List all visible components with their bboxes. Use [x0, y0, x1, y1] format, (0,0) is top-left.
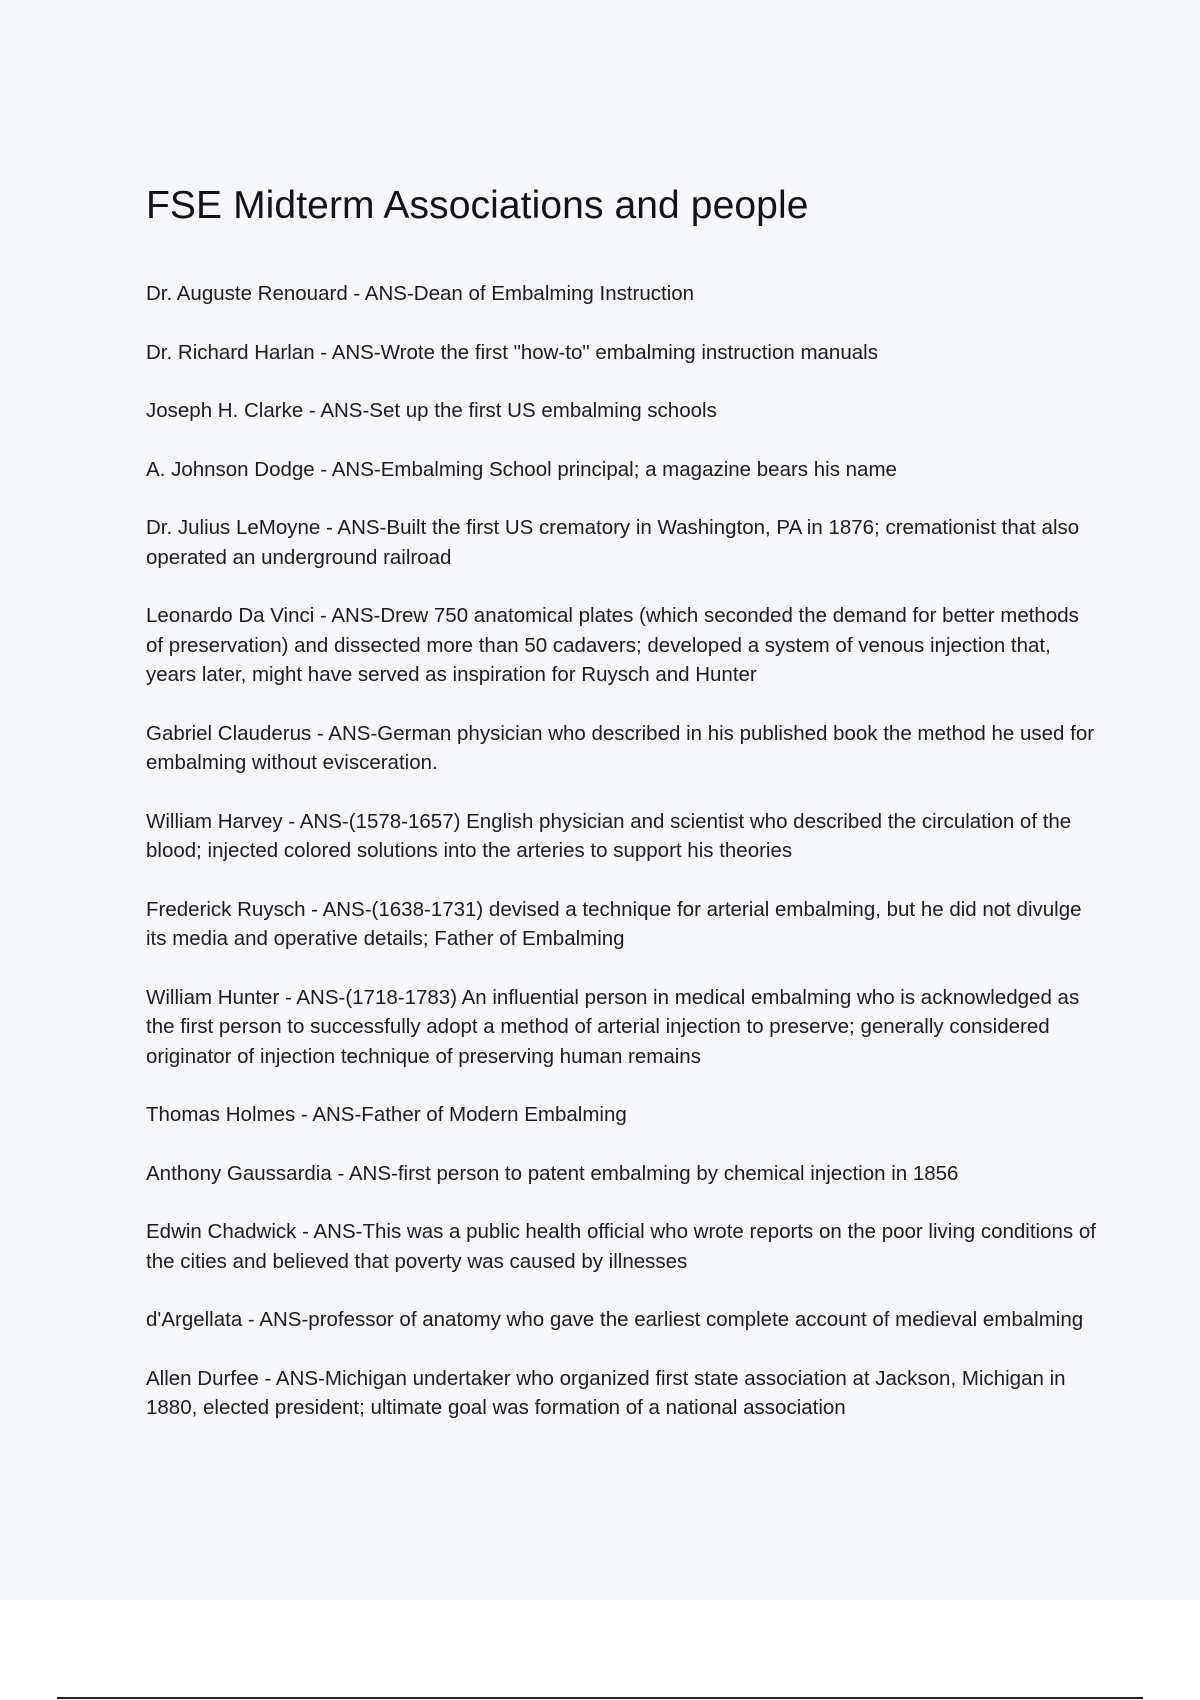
entry-chadwick: Edwin Chadwick - ANS-This was a public health official who wrote reports on the poor living conditions of the cities and believed that poverty was caused by illnesses [146, 1220, 1096, 1273]
bottom-divider [57, 1697, 1143, 1699]
entry-clarke: Joseph H. Clarke - ANS-Set up the first US embalming schools [146, 399, 717, 422]
entry-da-vinci: Leonardo Da Vinci - ANS-Drew 750 anatomical plates (which seconded the demand for better methods of preservation) and dissected more than 50 cadavers; developed a system of venous injection that, years later, might have served as inspiration for Ruysch and Hunter [146, 604, 1079, 686]
entry-durfee: Allen Durfee - ANS-Michigan undertaker who organized first state association at Jackson, Michigan in 1880, elected president; ultimate goal was formation of a national association [146, 1366, 1066, 1419]
entry-argellata: d'Argellata - ANS-professor of anatomy who gave the earliest complete account of medieval embalming [146, 1308, 1084, 1331]
entry-dodge: A. Johnson Dodge - ANS-Embalming School principal; a magazine bears his name [146, 457, 897, 481]
entry-holmes: Thomas Holmes - ANS-Father of Modern Embalming [146, 1103, 627, 1126]
entry-hunter: William Hunter - ANS-(1718-1783) An influential person in medical embalming who is acknowledged as the first person to successfully adopt a method of arterial injection to preserve; generally considered originator of injection technique of preserving human remains [146, 985, 1080, 1068]
entry-harlan: Dr. Richard Harlan - ANS-Wrote the first "how-to" embalming instruction manuals [146, 340, 878, 364]
entry-clauderus: Gabriel Clauderus - ANS-German physician who described in his published book the method he used for embalming without evisceration. [146, 721, 1095, 774]
entry-lemoyne: Dr. Julius LeMoyne - ANS-Built the first US crematory in Washington, PA in 1876; cremationist that also operated an underground railroad [146, 516, 1080, 569]
page-title: FSE Midterm Associations and people [146, 184, 809, 227]
entry-gaussardia: Anthony Gaussardia - ANS-first person to patent embalming by chemical injection in 1856 [146, 1161, 959, 1185]
entry-list [146, 279, 1096, 1452]
entry-ruysch: Frederick Ruysch - ANS-(1638-1731) devised a technique for arterial embalming, but he did not divulge its media and operative details; Father of Embalming [146, 897, 1082, 950]
entry-renouard: Dr. Auguste Renouard - ANS-Dean of Embalming Instruction [146, 282, 695, 305]
entry-harvey: William Harvey - ANS-(1578-1657) English physician and scientist who described the circulation of the blood; injected colored solutions into the arteries to support his theories [146, 809, 1072, 862]
